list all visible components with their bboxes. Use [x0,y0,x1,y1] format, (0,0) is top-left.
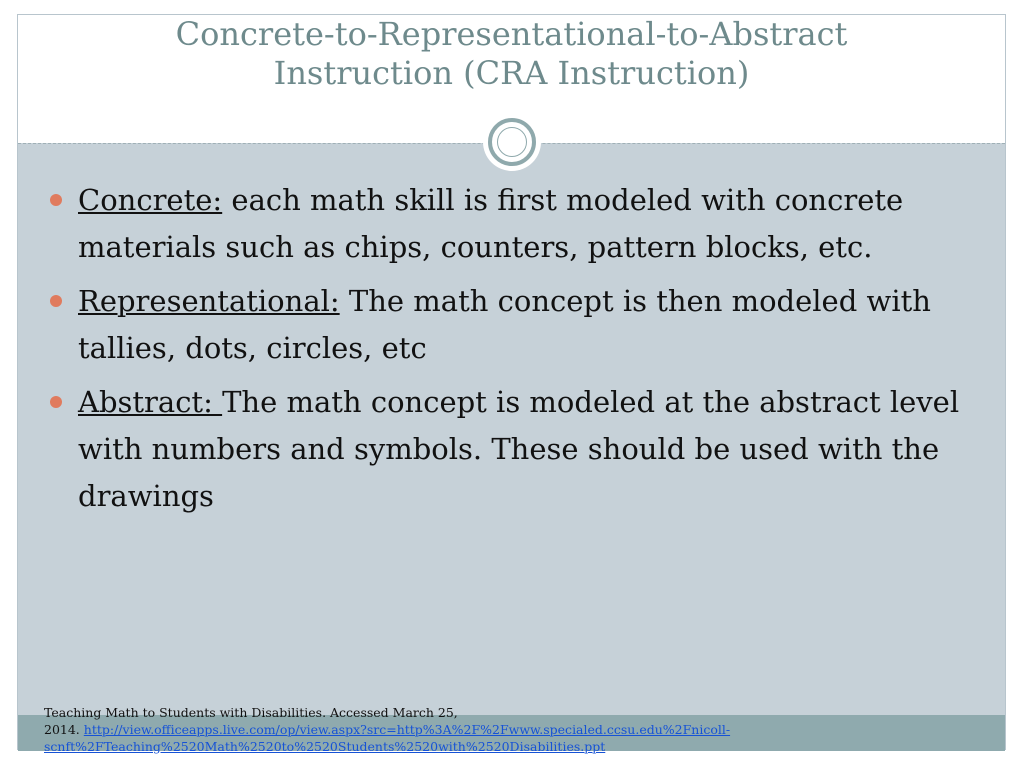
bullet-text: The math concept is then modeled with tallies, dots, circles, etc [78,284,931,365]
citation-link[interactable]: http://view.officeapps.live.com/op/view.aspx?src=http%3A%2F%2Fwww.specialed.ccsu.edu%2Fnicoll-scnft%2FTeaching%2520Math%2520to%2520Students%2520with%2520Disabilities.ppt [44,722,731,754]
bullet-dot-icon [50,295,62,307]
bullet-representational [48,278,978,372]
bullet-text: each math skill is first modeled with concrete materials such as chips, counters, pattern blocks, etc. [78,183,904,264]
bullet-term: Abstract: [78,385,223,419]
bullet-term: Concrete: [78,183,223,217]
title-line-2: Instruction (CRA Instruction) [273,54,750,92]
bullet-concrete [48,177,978,271]
bullet-list [48,177,978,527]
bullet-term: Representational: [78,284,340,318]
slide [17,14,1006,750]
bullet-dot-icon [50,396,62,408]
title-line-1: Concrete-to-Representational-to-Abstract [175,15,848,53]
slide-title [18,15,1005,93]
bullet-abstract [48,379,978,520]
citation-year: 2014. [44,722,80,737]
citation-text: Teaching Math to Students with Disabilities. Accessed March 25, [44,705,458,720]
bullet-dot-icon [50,194,62,206]
ring-ornament-icon [483,113,541,171]
citation [44,704,844,755]
bullet-text: The math concept is modeled at the abstract level with numbers and symbols. These should be used with the drawings [78,385,960,513]
